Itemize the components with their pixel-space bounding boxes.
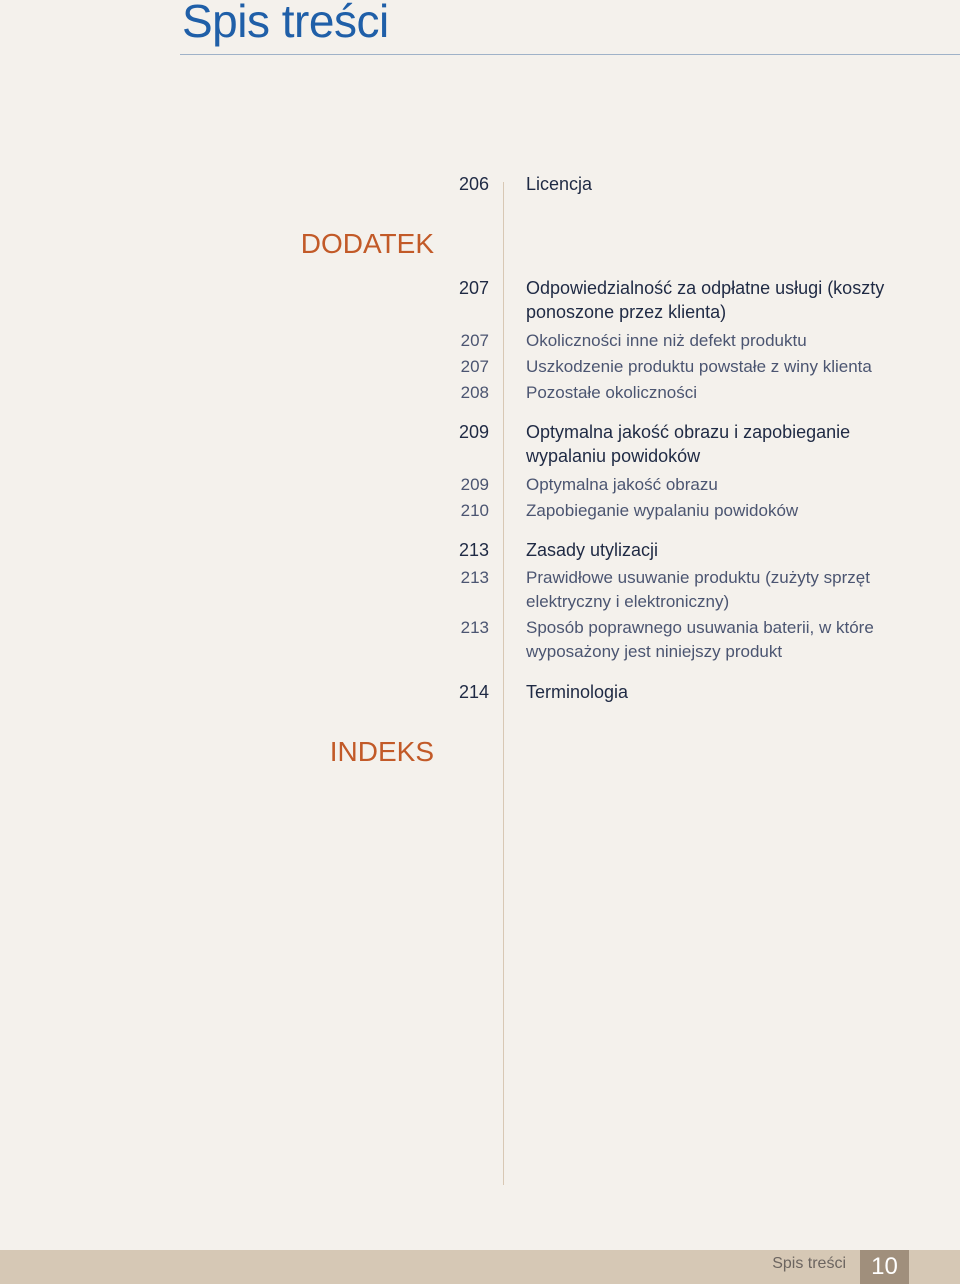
- toc-entry-text: Licencja: [526, 174, 593, 194]
- toc-entry-text: Okoliczności inne niż defekt produktu: [526, 331, 807, 350]
- toc-page-number: 209: [458, 422, 489, 442]
- toc-entry-text: Prawidłowe usuwanie produktu (zużyty sprzęt elektryczny i elektroniczny): [526, 568, 870, 611]
- page-title: Spis treści: [182, 0, 389, 47]
- toc-entry-text: Uszkodzenie produktu powstałe z winy klienta: [526, 357, 872, 376]
- toc-page-number: 209: [460, 475, 489, 494]
- footer-label: Spis treści: [772, 1255, 846, 1272]
- toc-page-number: 207: [460, 357, 489, 376]
- toc-page-number: 207: [458, 278, 489, 298]
- section-heading-dodatek: DODATEK: [300, 228, 434, 259]
- toc-entry-text: Pozostałe okoliczności: [526, 383, 698, 402]
- footer-page-number: 10: [860, 1250, 909, 1284]
- toc-page-number: 214: [458, 682, 489, 702]
- toc-page-number: 210: [460, 501, 489, 520]
- title-divider: [180, 54, 960, 55]
- toc-page-number: 206: [458, 174, 489, 194]
- toc-page-number: 213: [458, 540, 489, 560]
- toc-page-number: 213: [460, 618, 489, 637]
- section-heading-indeks: INDEKS: [329, 736, 434, 767]
- toc-entry-text: Zapobieganie wypalaniu powidoków: [526, 501, 799, 520]
- toc-entry-text: Optymalna jakość obrazu i zapobieganie wypalaniu powidoków: [526, 422, 851, 466]
- toc-page-number: 207: [460, 331, 489, 350]
- toc-entry-text: Optymalna jakość obrazu: [526, 475, 718, 494]
- toc-entry-text: Zasady utylizacji: [526, 540, 659, 560]
- toc-entry-text: Terminologia: [526, 682, 629, 702]
- toc-page-number: 208: [460, 383, 489, 402]
- toc-page-number: 213: [460, 568, 489, 587]
- vertical-divider: [503, 182, 504, 1185]
- toc-entry-text: Odpowiedzialność za odpłatne usługi (koszty ponoszone przez klienta): [526, 278, 885, 322]
- toc-entry-text: Sposób poprawnego usuwania baterii, w które wyposażony jest niniejszy produkt: [526, 618, 874, 661]
